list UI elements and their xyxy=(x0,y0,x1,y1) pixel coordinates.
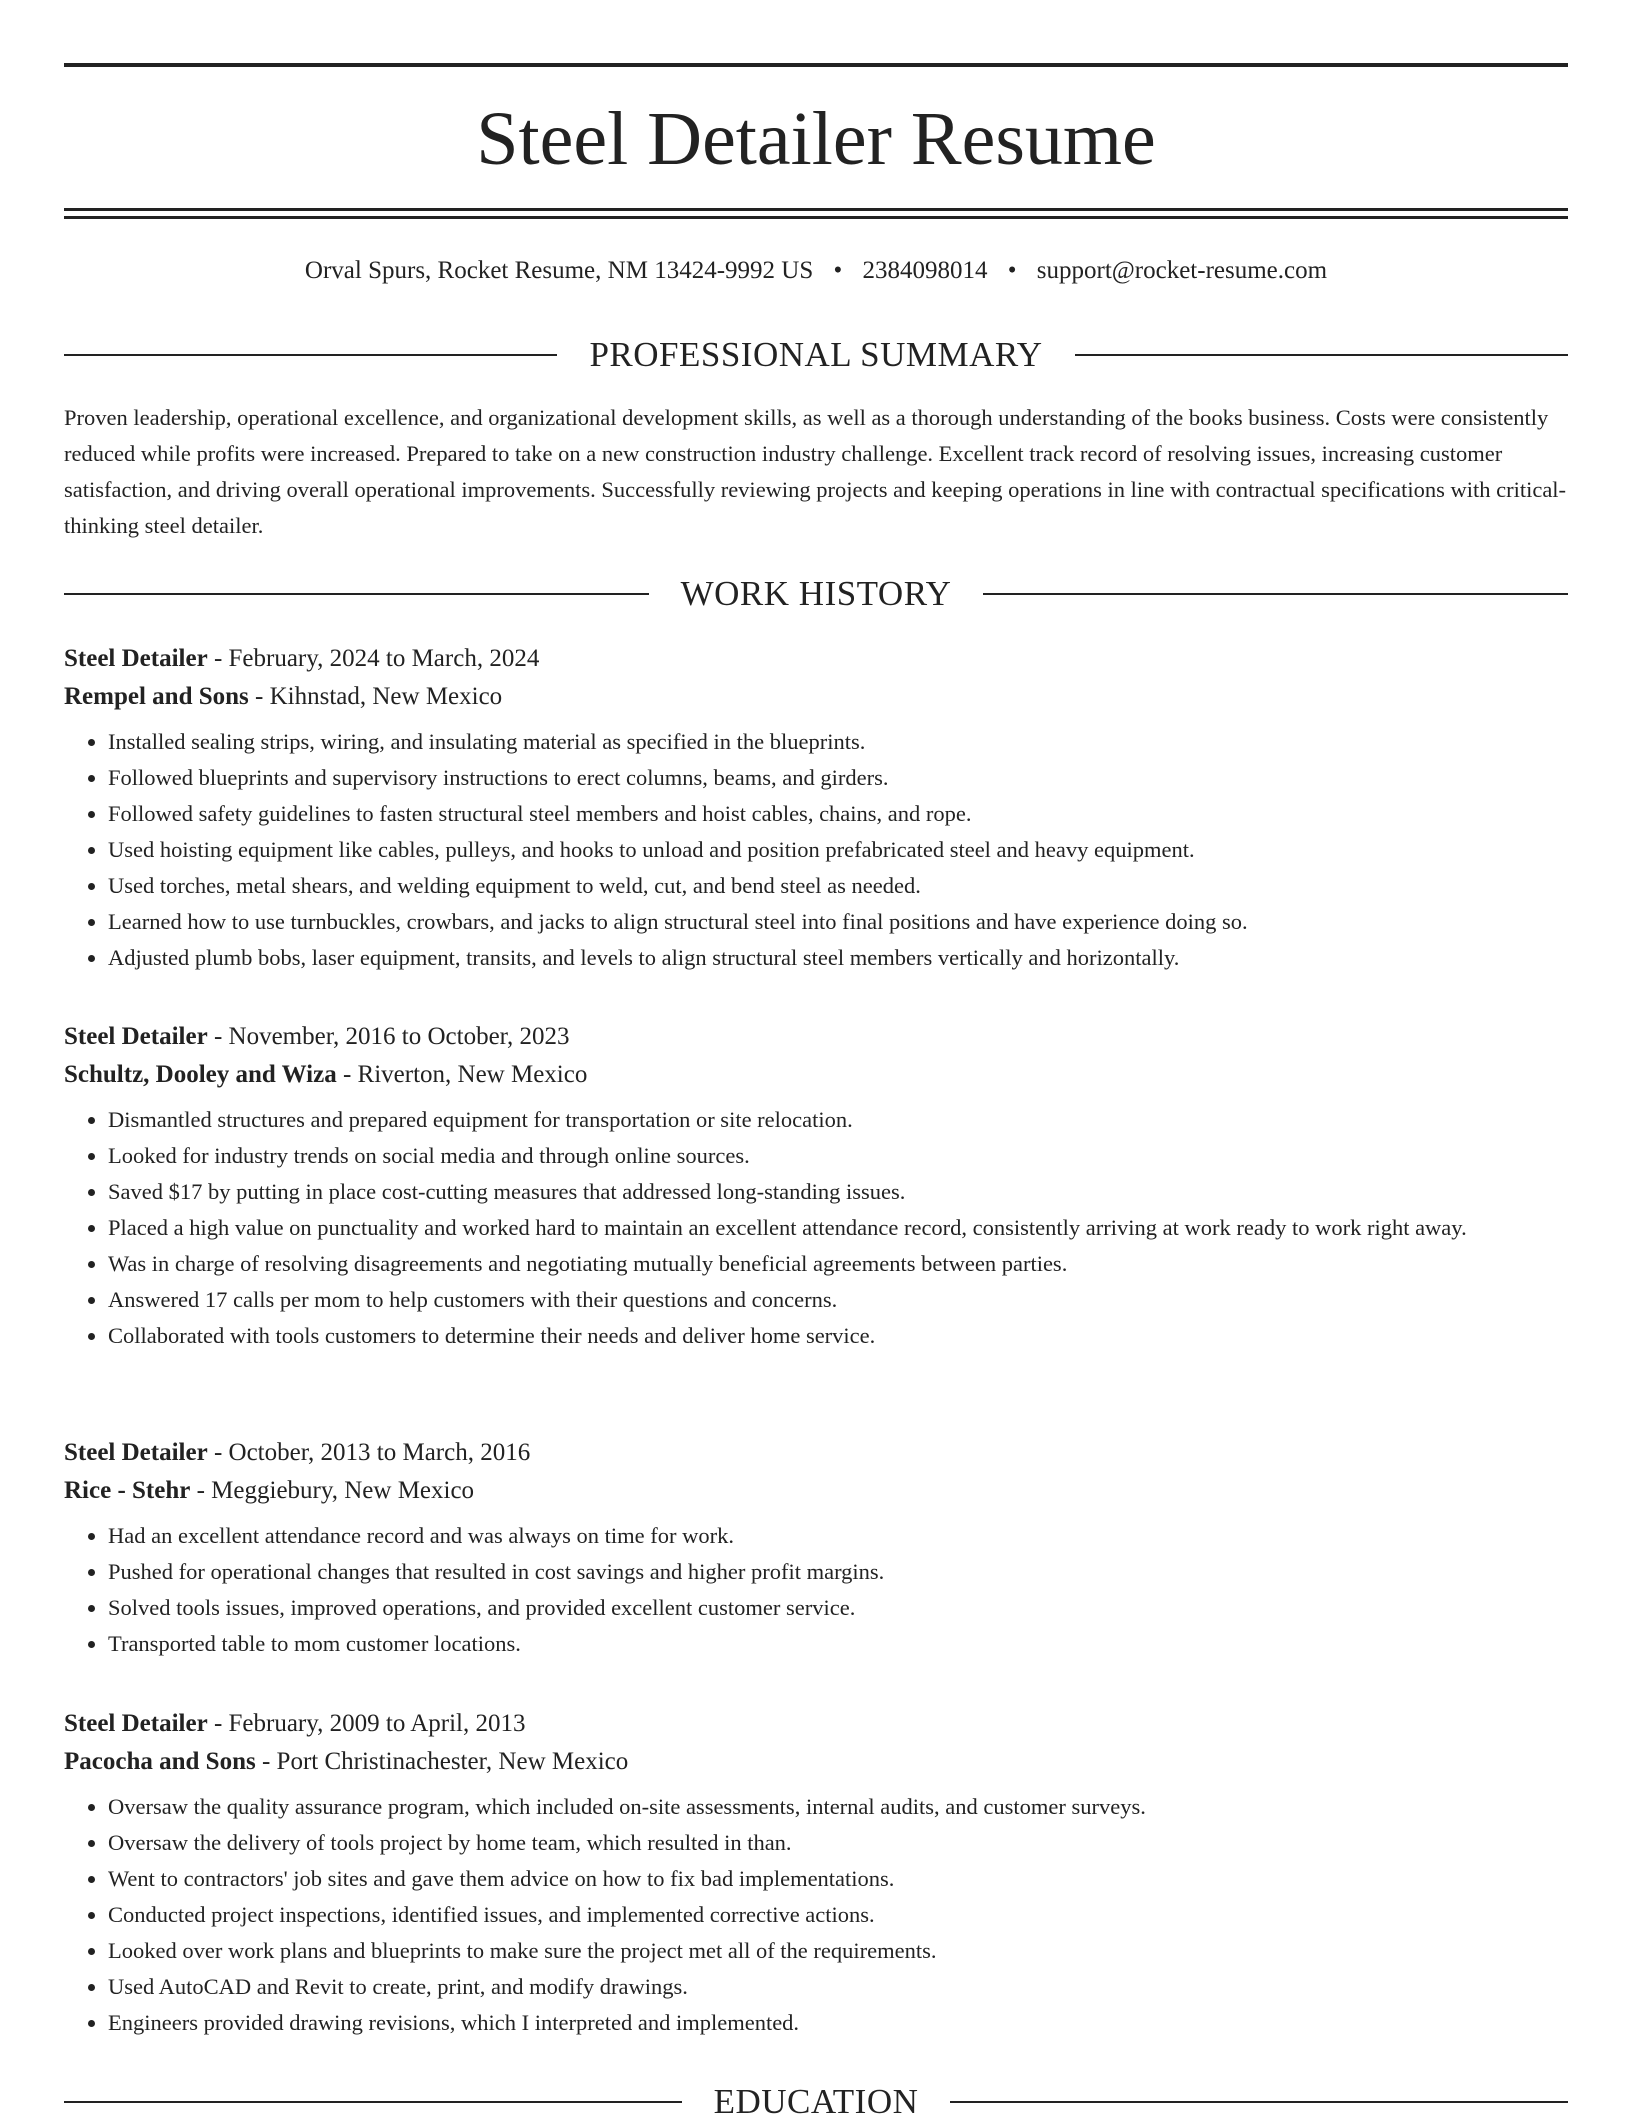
job-title-row xyxy=(64,1018,1568,1056)
section-title: EDUCATION xyxy=(713,2082,919,2121)
list-item: • Saved $17 by putting in place cost-cutting measures that addressed long-standing issues. xyxy=(108,1174,1568,1210)
list-item: • Followed safety guidelines to fasten structural steel members and hoist cables, chains, and rope. xyxy=(108,796,1568,832)
contact-address: Orval Spurs, Rocket Resume, NM 13424-9992 US xyxy=(304,257,814,284)
list-item: • Oversaw the quality assurance program, which included on-site assessments, internal audits, and customer surveys. xyxy=(108,1789,1568,1825)
section-heading-summary xyxy=(64,333,1568,377)
job-location: - Meggiebury, New Mexico xyxy=(190,1477,475,1504)
contact-separator: • xyxy=(1007,257,1017,284)
section-heading-work xyxy=(64,572,1568,616)
job-entry xyxy=(64,640,1568,976)
list-item: • Solved tools issues, improved operations, and provided excellent customer service. xyxy=(108,1590,1568,1626)
job-company-row xyxy=(64,678,1568,716)
job-title: Steel Detailer xyxy=(64,1710,208,1737)
job-location: - Riverton, New Mexico xyxy=(336,1061,588,1088)
list-item: • Followed blueprints and supervisory instructions to erect columns, beams, and girders. xyxy=(108,760,1568,796)
job-company-row xyxy=(64,1472,1568,1510)
list-item: • Pushed for operational changes that resulted in cost savings and higher profit margins. xyxy=(108,1554,1568,1590)
job-title-row xyxy=(64,640,1568,678)
list-item: • Looked for industry trends on social media and through online sources. xyxy=(108,1138,1568,1174)
heading-rule-left xyxy=(64,593,649,595)
top-rule xyxy=(64,63,1568,67)
job-bullets xyxy=(64,1518,1568,1662)
job-location: - Kihnstad, New Mexico xyxy=(248,683,503,710)
heading-rule-left xyxy=(64,354,557,356)
list-item: • Placed a high value on punctuality and worked hard to maintain an excellent attendance record, consistently arriving at work ready to work right away. xyxy=(108,1210,1568,1246)
job-bullets xyxy=(64,1102,1568,1354)
list-item: • Used torches, metal shears, and welding equipment to weld, cut, and bend steel as needed. xyxy=(108,868,1568,904)
heading-rule-right xyxy=(950,2101,1568,2103)
contact-separator: • xyxy=(833,257,843,284)
job-bullets xyxy=(64,1789,1568,2041)
list-item: • Adjusted plumb bobs, laser equipment, transits, and levels to align structural steel members vertically and horizontally. xyxy=(108,940,1568,976)
job-title: Steel Detailer xyxy=(64,1023,208,1050)
section-title: WORK HISTORY xyxy=(680,574,952,613)
list-item: • Engineers provided drawing revisions, which I interpreted and implemented. xyxy=(108,2005,1568,2041)
job-dates: - February, 2024 to March, 2024 xyxy=(207,645,540,672)
job-title: Steel Detailer xyxy=(64,645,208,672)
job-company-row xyxy=(64,1056,1568,1094)
job-title: Steel Detailer xyxy=(64,1439,208,1466)
list-item: • Used AutoCAD and Revit to create, print, and modify drawings. xyxy=(108,1969,1568,2005)
contact-line xyxy=(64,254,1568,288)
job-company: Rempel and Sons xyxy=(64,683,249,710)
list-item: • Collaborated with tools customers to determine their needs and deliver home service. xyxy=(108,1318,1568,1354)
contact-email: support@rocket-resume.com xyxy=(1036,257,1328,284)
list-item: • Oversaw the delivery of tools project by home team, which resulted in than. xyxy=(108,1825,1568,1861)
job-entry xyxy=(64,1018,1568,1354)
job-company: Schultz, Dooley and Wiza xyxy=(64,1061,337,1088)
job-dates: - October, 2013 to March, 2016 xyxy=(207,1439,531,1466)
list-item: • Installed sealing strips, wiring, and insulating material as specified in the blueprints. xyxy=(108,724,1568,760)
page-title: Steel Detailer Resume xyxy=(476,97,1156,181)
list-item: • Used hoisting equipment like cables, pulleys, and hooks to unload and position prefabricated steel and heavy equipment. xyxy=(108,832,1568,868)
list-item: • Had an excellent attendance record and was always on time for work. xyxy=(108,1518,1568,1554)
list-item: • Dismantled structures and prepared equipment for transportation or site relocation. xyxy=(108,1102,1568,1138)
contact-phone: 2384098014 xyxy=(862,257,988,284)
section-title: PROFESSIONAL SUMMARY xyxy=(589,335,1043,374)
list-item: • Learned how to use turnbuckles, crowbars, and jacks to align structural steel into final positions and have experience doing so. xyxy=(108,904,1568,940)
list-item: • Answered 17 calls per mom to help customers with their questions and concerns. xyxy=(108,1282,1568,1318)
heading-rule-right xyxy=(983,593,1568,595)
job-dates: - February, 2009 to April, 2013 xyxy=(207,1710,526,1737)
job-company-row xyxy=(64,1743,1568,1781)
job-title-row xyxy=(64,1434,1568,1472)
list-item: • Was in charge of resolving disagreements and negotiating mutually beneficial agreements between parties. xyxy=(108,1246,1568,1282)
title-rule-upper xyxy=(64,208,1568,211)
professional-summary: Proven leadership, operational excellence, and organizational development skills, as well as a thorough understanding of the books business. Costs were consistently reduced while profits were increased. Prepared to take on a new construction industry challenge. Excellent track record of resolving issues, increasing customer satisfaction, and driving overall operational improvements. Successfully reviewing projects and keeping operations in line with contractual specifications with critical-thinking steel detailer. xyxy=(64,405,1567,538)
job-bullets xyxy=(64,724,1568,976)
title-rule-lower xyxy=(64,216,1568,219)
job-dates: - November, 2016 to October, 2023 xyxy=(207,1023,570,1050)
heading-rule-right xyxy=(1075,354,1568,356)
job-company: Rice - Stehr xyxy=(64,1477,191,1504)
heading-rule-left xyxy=(64,2101,682,2103)
job-entry xyxy=(64,1434,1568,1662)
list-item: • Looked over work plans and blueprints to make sure the project met all of the requirements. xyxy=(108,1933,1568,1969)
list-item: • Transported table to mom customer locations. xyxy=(108,1626,1568,1662)
job-company: Pacocha and Sons xyxy=(64,1748,256,1775)
list-item: • Conducted project inspections, identified issues, and implemented corrective actions. xyxy=(108,1897,1568,1933)
job-title-row xyxy=(64,1705,1568,1743)
job-entry xyxy=(64,1705,1568,2041)
section-heading-education xyxy=(64,2080,1568,2124)
list-item: • Went to contractors' job sites and gave them advice on how to fix bad implementations. xyxy=(108,1861,1568,1897)
job-location: - Port Christinachester, New Mexico xyxy=(255,1748,629,1775)
